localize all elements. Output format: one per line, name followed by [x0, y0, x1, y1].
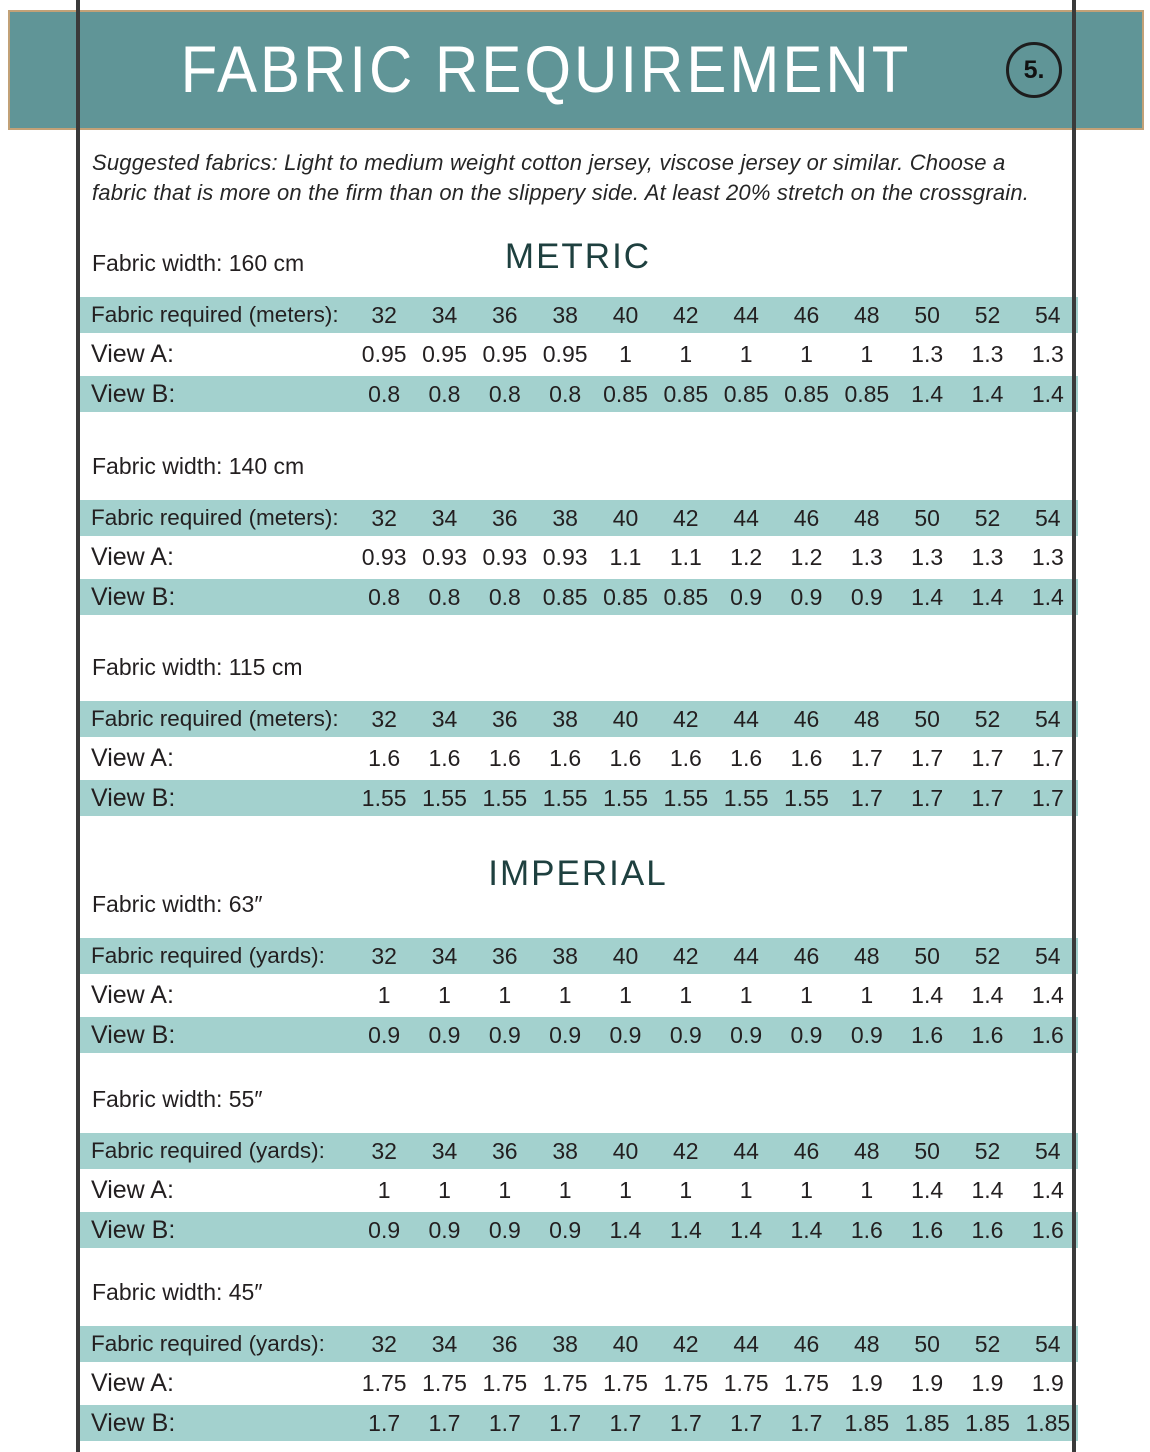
size-header-cell: 46: [793, 1137, 820, 1164]
requirement-value-cell: 0.85: [844, 380, 890, 407]
requirement-value-cell: 0.8: [368, 583, 401, 610]
requirement-value-cell: 1.6: [428, 745, 461, 772]
requirement-value-cell: 1.55: [723, 784, 769, 811]
size-header-cell: 42: [673, 1137, 699, 1164]
requirement-value-cell: 1: [739, 982, 753, 1009]
size-header-cell: 50: [914, 301, 940, 328]
unit-heading-imperial: IMPERIAL: [488, 854, 668, 894]
view-a-row: [78, 1362, 1078, 1405]
requirement-value-cell: 1.55: [603, 784, 648, 811]
requirement-value-cell: 0.8: [488, 380, 521, 407]
crop-rule-right: [1072, 0, 1076, 1452]
requirement-value-cell: 1.4: [790, 1216, 823, 1243]
requirement-value-cell: 0.9: [428, 1021, 461, 1048]
requirement-value-cell: 1.6: [790, 745, 823, 772]
requirement-value-cell: 1.4: [911, 583, 944, 610]
requirement-value-cell: 1.7: [1031, 745, 1064, 772]
requirement-value-cell: 1.4: [911, 1177, 944, 1204]
requirement-value-cell: 1.55: [784, 784, 829, 811]
requirement-value-cell: 0.8: [428, 583, 461, 610]
size-header-cell: 52: [974, 504, 1001, 531]
size-header-cell: 52: [974, 1137, 1001, 1164]
fabric-width-label: Fabric width: 160 cm: [92, 250, 305, 277]
requirement-value-cell: 0.9: [669, 1021, 702, 1048]
requirements-table: [78, 938, 1078, 1053]
section-head: [78, 1087, 1078, 1113]
requirement-value-cell: 0.9: [609, 1021, 642, 1048]
size-header-row: [78, 938, 1078, 974]
size-header-cell: 34: [431, 942, 458, 969]
size-header-cell: 50: [914, 1137, 940, 1164]
requirement-value-cell: 1: [739, 1177, 753, 1204]
size-header-cell: 54: [1035, 1330, 1061, 1357]
requirement-value-cell: 1: [800, 1177, 813, 1204]
requirement-value-cell: 1.4: [971, 380, 1004, 407]
requirement-value-cell: 0.95: [422, 341, 467, 368]
requirement-value-cell: 1.4: [911, 982, 944, 1009]
requirements-table: [78, 1133, 1078, 1248]
title-banner: [8, 10, 1144, 130]
requirement-value-cell: 1.55: [361, 784, 407, 811]
size-header-cell: 46: [793, 705, 820, 732]
requirements-table: [78, 1326, 1078, 1441]
requirement-value-cell: 1.3: [971, 544, 1004, 571]
size-header-cell: 36: [492, 1330, 518, 1357]
size-header-cell: 50: [914, 705, 940, 732]
size-header-cell: 48: [854, 1330, 880, 1357]
requirement-value-cell: 0.93: [422, 544, 467, 571]
size-header-cell: 54: [1035, 504, 1061, 531]
requirement-value-cell: 0.9: [730, 583, 763, 610]
requirement-value-cell: 1.7: [850, 784, 883, 811]
view-b-row: [78, 1017, 1078, 1053]
size-header-cell: 48: [854, 301, 880, 328]
size-header-cell: 40: [612, 301, 639, 328]
requirement-value-cell: 0.9: [488, 1216, 521, 1243]
requirement-value-cell: 0.9: [549, 1021, 582, 1048]
view-row-label: View A:: [91, 744, 174, 773]
requirement-value-cell: 0.9: [850, 1021, 883, 1048]
requirement-value-cell: 1: [800, 341, 813, 368]
fabric-width-label: Fabric width: 140 cm: [92, 453, 305, 480]
requirement-value-cell: 1.3: [911, 544, 944, 571]
requirement-value-cell: 0.93: [542, 544, 588, 571]
requirement-value-cell: 0.95: [542, 341, 588, 368]
size-header-cell: 52: [974, 1330, 1001, 1357]
requirement-value-cell: 1: [438, 1177, 451, 1204]
size-header-cell: 34: [431, 1137, 458, 1164]
fabric-required-label: Fabric required (yards):: [91, 1138, 325, 1164]
view-a-row: [78, 737, 1078, 780]
size-header-cell: 44: [733, 504, 759, 531]
requirement-value-cell: 1.2: [730, 544, 763, 571]
fabric-width-label: Fabric width: 115 cm: [92, 654, 303, 681]
requirement-value-cell: 0.85: [603, 380, 648, 407]
requirement-value-cell: 1: [679, 982, 693, 1009]
requirement-value-cell: 1.75: [361, 1370, 407, 1397]
size-header-cell: 38: [552, 504, 578, 531]
requirement-value-cell: 1.75: [603, 1370, 648, 1397]
size-header-cell: 38: [552, 942, 578, 969]
size-header-cell: 52: [974, 301, 1001, 328]
view-a-row: [78, 1169, 1078, 1212]
requirement-value-cell: 1: [860, 341, 874, 368]
size-header-row: [78, 1326, 1078, 1362]
requirement-value-cell: 1: [558, 1177, 572, 1204]
fabric-required-label: Fabric required (yards):: [91, 943, 325, 969]
requirement-value-cell: 1.7: [790, 1409, 823, 1436]
requirement-value-cell: 1.6: [669, 745, 702, 772]
suggested-fabrics-note: Suggested fabrics: Light to medium weight cotton jersey, viscose jersey or similar. Choose a fabric that is more on the firm than on the slippery side. At least 20% stretch on the crossgrain.: [92, 150, 1030, 205]
requirement-value-cell: 1: [438, 982, 451, 1009]
size-header-cell: 32: [371, 1330, 397, 1357]
requirement-value-cell: 1.75: [422, 1370, 467, 1397]
requirement-value-cell: 1.6: [971, 1216, 1004, 1243]
size-header-cell: 48: [854, 942, 880, 969]
view-b-row: [78, 376, 1078, 412]
requirement-value-cell: 0.85: [542, 583, 588, 610]
requirement-value-cell: 1.55: [482, 784, 528, 811]
requirement-value-cell: 1.75: [663, 1370, 709, 1397]
requirement-value-cell: 1.3: [850, 544, 883, 571]
fabric-width-label: Fabric width: 45″: [92, 1279, 263, 1306]
requirement-value-cell: 1.7: [549, 1409, 582, 1436]
requirement-value-cell: 1.7: [911, 784, 944, 811]
size-header-cell: 46: [793, 504, 820, 531]
requirement-value-cell: 1.6: [549, 745, 582, 772]
requirement-value-cell: 1.75: [723, 1370, 769, 1397]
requirement-value-cell: 1.7: [971, 784, 1004, 811]
view-b-row: [78, 780, 1078, 816]
requirement-value-cell: 1.6: [730, 745, 763, 772]
requirement-value-cell: 1.4: [1031, 982, 1064, 1009]
size-header-cell: 34: [431, 705, 458, 732]
requirement-value-cell: 1.85: [965, 1409, 1010, 1436]
requirement-value-cell: 1.7: [1031, 784, 1064, 811]
size-header-cell: 36: [492, 301, 518, 328]
requirement-value-cell: 1: [619, 341, 632, 368]
requirement-value-cell: 1.9: [911, 1370, 944, 1397]
fabric-width-label: Fabric width: 55″: [92, 1086, 263, 1113]
page-number-badge: [1006, 42, 1062, 98]
requirement-value-cell: 1.3: [911, 341, 944, 368]
requirement-value-cell: 1: [498, 982, 512, 1009]
view-row-label: View A:: [91, 543, 174, 572]
view-row-label: View B:: [91, 1408, 176, 1437]
requirement-value-cell: 1: [800, 982, 813, 1009]
requirement-value-cell: 1.6: [1031, 1216, 1064, 1243]
size-header-cell: 54: [1035, 1137, 1061, 1164]
fabric-section-3: [78, 655, 1078, 816]
view-row-label: View A:: [91, 981, 174, 1010]
requirement-value-cell: 1.55: [542, 784, 588, 811]
requirement-value-cell: 0.9: [488, 1021, 521, 1048]
requirement-value-cell: 1: [679, 1177, 693, 1204]
requirement-value-cell: 0.85: [723, 380, 769, 407]
size-header-cell: 36: [492, 504, 518, 531]
size-header-row: [78, 1133, 1078, 1169]
requirement-value-cell: 1: [498, 1177, 512, 1204]
requirement-value-cell: 1.6: [368, 745, 401, 772]
requirement-value-cell: 1.4: [971, 583, 1004, 610]
requirement-value-cell: 1.85: [844, 1409, 890, 1436]
size-header-cell: 54: [1035, 301, 1061, 328]
fabric-required-label: Fabric required (meters):: [91, 706, 339, 732]
size-header-cell: 42: [673, 942, 699, 969]
requirement-value-cell: 1.75: [784, 1370, 829, 1397]
size-header-cell: 48: [854, 705, 880, 732]
size-header-cell: 40: [612, 504, 639, 531]
size-header-cell: 36: [492, 1137, 518, 1164]
requirement-value-cell: 0.93: [482, 544, 528, 571]
size-header-row: [78, 701, 1078, 737]
requirement-value-cell: 0.9: [549, 1216, 582, 1243]
requirement-value-cell: 0.85: [603, 583, 648, 610]
size-header-cell: 44: [733, 1330, 759, 1357]
section-head: [78, 231, 1078, 277]
size-header-cell: 36: [492, 942, 518, 969]
size-header-cell: 46: [793, 301, 820, 328]
size-header-cell: 34: [431, 301, 458, 328]
unit-heading-metric: METRIC: [504, 237, 652, 277]
fabric-section-4: [78, 854, 1078, 1053]
requirement-value-cell: 1.6: [850, 1216, 883, 1243]
size-header-row: [78, 500, 1078, 536]
view-row-label: View B:: [91, 379, 176, 408]
requirement-value-cell: 0.9: [368, 1216, 401, 1243]
requirement-value-cell: 0.95: [361, 341, 407, 368]
requirement-value-cell: 1: [739, 341, 753, 368]
fabric-required-label: Fabric required (meters):: [91, 505, 339, 531]
size-header-cell: 48: [854, 1137, 880, 1164]
size-header-cell: 38: [552, 301, 578, 328]
requirement-value-cell: 1.7: [971, 745, 1004, 772]
size-header-cell: 44: [733, 942, 759, 969]
size-header-cell: 32: [371, 301, 397, 328]
size-header-cell: 32: [371, 705, 397, 732]
section-head: [78, 854, 1078, 918]
size-header-cell: 50: [914, 942, 940, 969]
requirement-value-cell: 1.6: [911, 1021, 944, 1048]
size-header-cell: 44: [733, 301, 759, 328]
view-b-row: [78, 1212, 1078, 1248]
section-head: [78, 655, 1078, 681]
size-header-cell: 52: [974, 705, 1001, 732]
view-row-label: View B:: [91, 783, 176, 812]
view-row-label: View A:: [91, 1369, 174, 1398]
requirement-value-cell: 0.85: [663, 583, 709, 610]
size-header-cell: 34: [431, 1330, 458, 1357]
requirements-table: [78, 701, 1078, 816]
requirement-value-cell: 1: [679, 341, 693, 368]
size-header-cell: 50: [914, 1330, 940, 1357]
requirement-value-cell: 1.7: [488, 1409, 521, 1436]
requirements-table: [78, 297, 1078, 412]
requirement-value-cell: 1.85: [904, 1409, 950, 1436]
size-header-cell: 54: [1035, 942, 1061, 969]
page-title: FABRIC REQUIREMENT: [180, 32, 912, 107]
requirement-value-cell: 1: [860, 1177, 874, 1204]
view-b-row: [78, 579, 1078, 615]
requirement-value-cell: 1.85: [1025, 1409, 1071, 1436]
size-header-cell: 44: [733, 705, 759, 732]
view-b-row: [78, 1405, 1078, 1441]
requirement-value-cell: 1.9: [850, 1370, 883, 1397]
fabric-section-5: [78, 1087, 1078, 1248]
view-row-label: View A:: [91, 1176, 174, 1205]
size-header-cell: 46: [793, 1330, 820, 1357]
requirement-value-cell: 1.4: [609, 1216, 642, 1243]
requirement-value-cell: 0.9: [428, 1216, 461, 1243]
requirement-value-cell: 0.9: [368, 1021, 401, 1048]
requirement-value-cell: 1: [377, 1177, 391, 1204]
view-a-row: [78, 974, 1078, 1017]
requirement-value-cell: 0.85: [784, 380, 829, 407]
fabric-required-label: Fabric required (meters):: [91, 302, 339, 328]
requirement-value-cell: 1.6: [609, 745, 642, 772]
size-header-cell: 40: [612, 1330, 639, 1357]
requirement-value-cell: 1.55: [422, 784, 467, 811]
requirement-value-cell: 1.3: [971, 341, 1004, 368]
requirements-table: [78, 500, 1078, 615]
requirement-value-cell: 0.8: [549, 380, 582, 407]
requirement-value-cell: 1.4: [911, 380, 944, 407]
size-header-cell: 38: [552, 1330, 578, 1357]
size-header-cell: 32: [371, 504, 397, 531]
size-header-cell: 38: [552, 1137, 578, 1164]
size-header-cell: 54: [1035, 705, 1061, 732]
view-row-label: View B:: [91, 582, 176, 611]
size-header-cell: 44: [733, 1137, 759, 1164]
requirement-value-cell: 1.4: [971, 1177, 1004, 1204]
requirement-value-cell: 0.8: [488, 583, 521, 610]
size-header-cell: 38: [552, 705, 578, 732]
requirement-value-cell: 1: [860, 982, 874, 1009]
fabric-section-6: [78, 1280, 1078, 1441]
size-header-cell: 42: [673, 1330, 699, 1357]
requirement-value-cell: 0.93: [361, 544, 407, 571]
fabric-tables-container: [78, 231, 1078, 1441]
requirement-value-cell: 1.4: [971, 982, 1004, 1009]
requirement-value-cell: 1.4: [730, 1216, 763, 1243]
view-a-row: [78, 333, 1078, 376]
size-header-cell: 36: [492, 705, 518, 732]
fabric-section-2: [78, 454, 1078, 615]
crop-rule-left: [76, 0, 80, 1452]
size-header-cell: 32: [371, 1137, 397, 1164]
size-header-cell: 34: [431, 504, 458, 531]
requirement-value-cell: 1: [558, 982, 572, 1009]
size-header-cell: 40: [612, 1137, 639, 1164]
requirement-value-cell: 0.9: [730, 1021, 763, 1048]
requirement-value-cell: 0.85: [663, 380, 709, 407]
size-header-cell: 40: [612, 942, 639, 969]
size-header-cell: 46: [793, 942, 820, 969]
view-a-row: [78, 536, 1078, 579]
size-header-cell: 32: [371, 942, 397, 969]
requirement-value-cell: 1: [377, 982, 391, 1009]
requirement-value-cell: 1: [619, 1177, 632, 1204]
size-header-cell: 42: [673, 301, 699, 328]
requirement-value-cell: 1.3: [1031, 341, 1064, 368]
requirement-value-cell: 1.75: [482, 1370, 528, 1397]
content-column: [78, 128, 1078, 1441]
view-row-label: View B:: [91, 1020, 176, 1049]
size-header-cell: 42: [673, 504, 699, 531]
size-header-cell: 50: [914, 504, 940, 531]
fabric-width-label: Fabric width: 63″: [92, 891, 263, 918]
requirement-value-cell: 1.55: [663, 784, 709, 811]
requirement-value-cell: 1.9: [1031, 1370, 1064, 1397]
requirement-value-cell: 1.4: [1031, 380, 1064, 407]
requirement-value-cell: 1.7: [368, 1409, 401, 1436]
fabric-required-label: Fabric required (yards):: [91, 1331, 325, 1357]
section-head: [78, 1280, 1078, 1306]
requirement-value-cell: 1.9: [971, 1370, 1004, 1397]
requirement-value-cell: 1.1: [669, 544, 702, 571]
requirement-value-cell: 1.7: [609, 1409, 642, 1436]
requirement-value-cell: 1.7: [850, 745, 883, 772]
requirement-value-cell: 1.7: [911, 745, 944, 772]
view-row-label: View A:: [91, 340, 174, 369]
requirement-value-cell: 1.4: [1031, 1177, 1064, 1204]
requirement-value-cell: 1.6: [1031, 1021, 1064, 1048]
requirement-value-cell: 1.6: [488, 745, 521, 772]
requirement-value-cell: 1.7: [669, 1409, 702, 1436]
requirement-value-cell: 1.2: [790, 544, 823, 571]
requirement-value-cell: 1.6: [971, 1021, 1004, 1048]
requirement-value-cell: 0.8: [368, 380, 401, 407]
requirement-value-cell: 1.3: [1031, 544, 1064, 571]
requirement-value-cell: 0.9: [850, 583, 883, 610]
size-header-cell: 48: [854, 504, 880, 531]
view-row-label: View B:: [91, 1215, 176, 1244]
section-head: [78, 454, 1078, 480]
requirement-value-cell: 1.4: [669, 1216, 702, 1243]
requirement-value-cell: 0.8: [428, 380, 461, 407]
requirement-value-cell: 1.4: [1031, 583, 1064, 610]
fabric-section-1: [78, 231, 1078, 412]
requirement-value-cell: 0.9: [790, 583, 823, 610]
requirement-value-cell: 1.75: [542, 1370, 588, 1397]
size-header-row: [78, 297, 1078, 333]
requirement-value-cell: 1.7: [730, 1409, 763, 1436]
requirement-value-cell: 0.9: [790, 1021, 823, 1048]
size-header-cell: 42: [673, 705, 699, 732]
size-header-cell: 40: [612, 705, 639, 732]
requirement-value-cell: 0.95: [482, 341, 528, 368]
size-header-cell: 52: [974, 942, 1001, 969]
requirement-value-cell: 1: [619, 982, 632, 1009]
page-number: 5.: [1023, 56, 1045, 84]
requirement-value-cell: 1.6: [911, 1216, 944, 1243]
requirement-value-cell: 1.7: [428, 1409, 461, 1436]
requirement-value-cell: 1.1: [609, 544, 642, 571]
